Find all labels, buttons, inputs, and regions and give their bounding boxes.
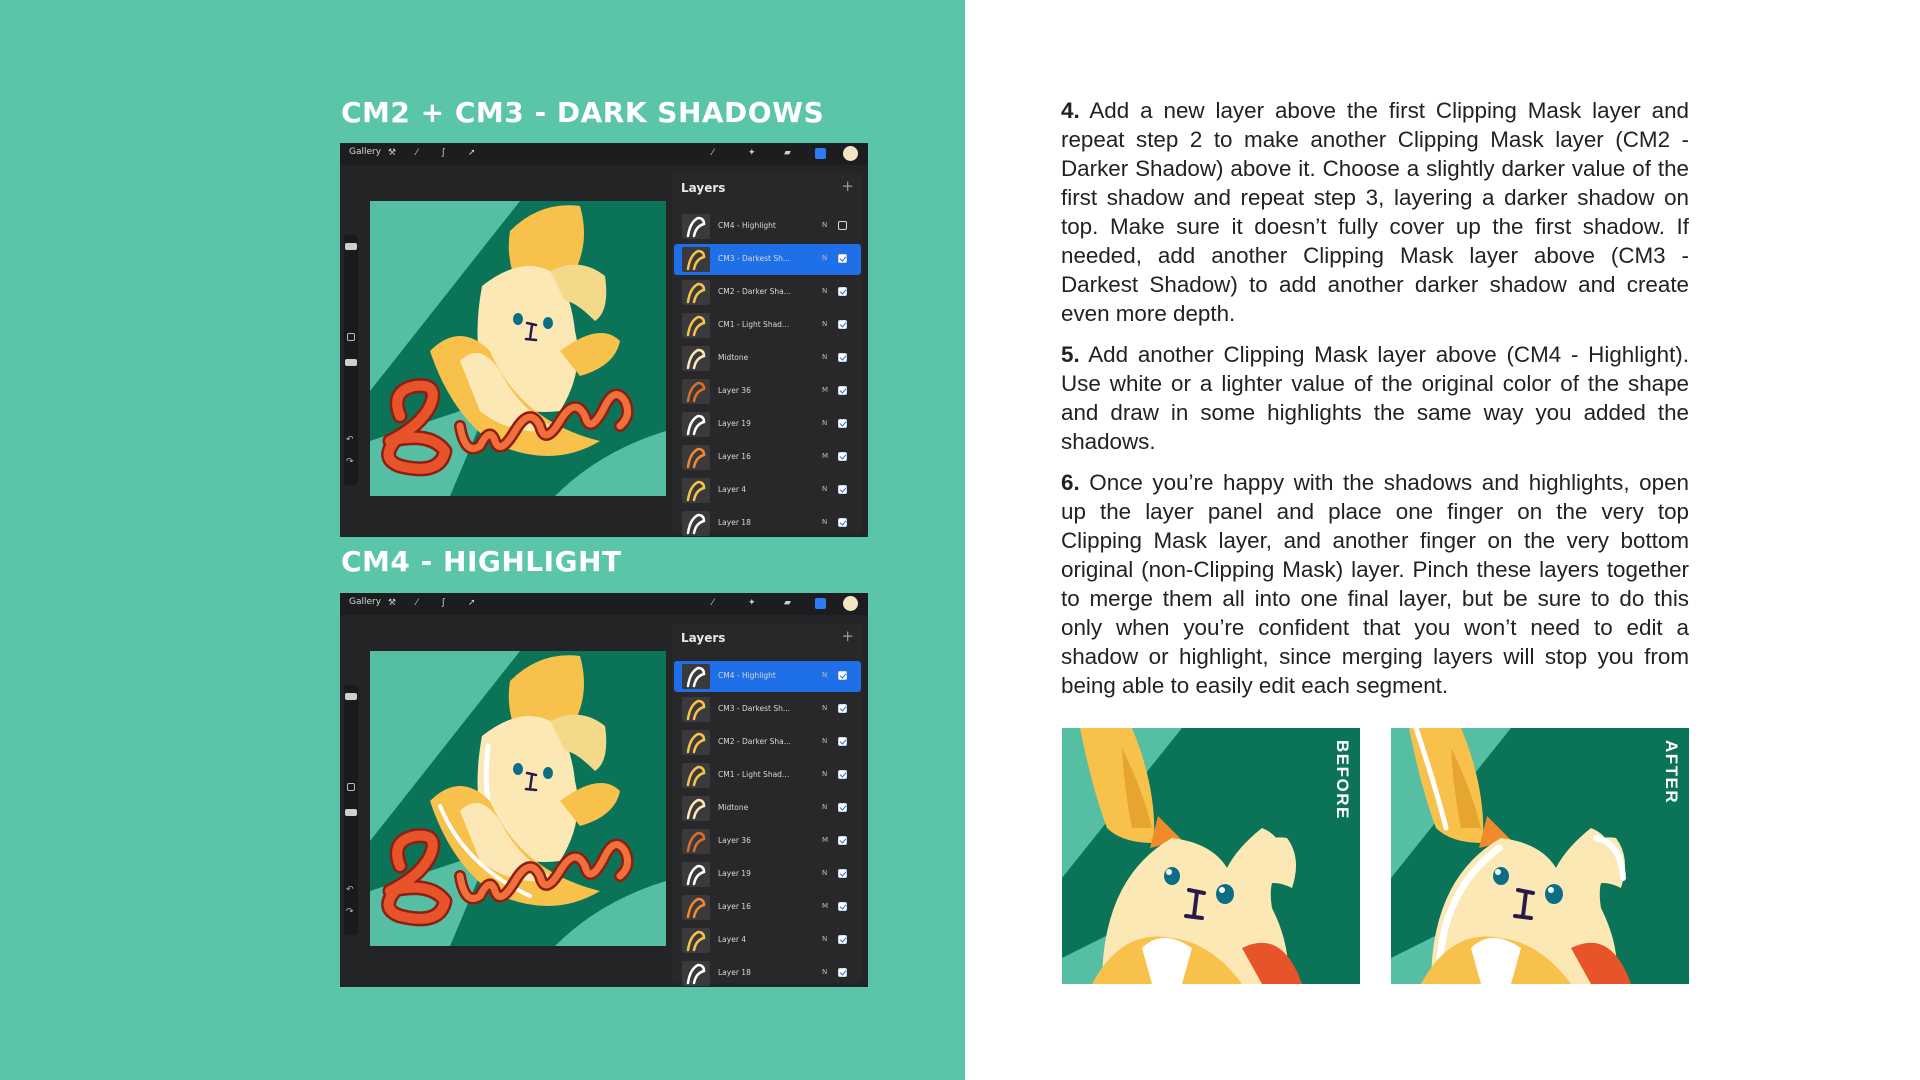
bunny-banana-before <box>1062 728 1360 984</box>
drawing-canvas[interactable] <box>370 651 666 946</box>
blend-mode-button[interactable]: N <box>822 221 828 229</box>
blend-mode-button[interactable]: M <box>822 836 829 844</box>
blend-mode-button[interactable]: N <box>822 935 828 943</box>
plus-icon[interactable]: + <box>841 627 854 645</box>
procreate-screenshot-highlight <box>340 593 868 987</box>
layer-row[interactable] <box>674 442 861 473</box>
wrench-icon[interactable]: ⚒ <box>388 598 397 608</box>
layer-row[interactable] <box>674 508 861 537</box>
layer-name: Layer 36 <box>718 386 751 395</box>
layer-row[interactable] <box>674 409 861 440</box>
layer-row[interactable] <box>674 925 861 956</box>
layer-name: Layer 16 <box>718 902 751 911</box>
blend-mode-button[interactable]: N <box>822 869 828 877</box>
layer-thumbnail <box>682 829 710 854</box>
blend-mode-button[interactable]: N <box>822 485 828 493</box>
blend-mode-button[interactable]: N <box>822 770 828 778</box>
layers-icon[interactable] <box>815 148 826 159</box>
magic-wand-icon[interactable]: ⁄ <box>416 148 418 158</box>
magic-wand-icon[interactable]: ⁄ <box>416 598 418 608</box>
redo-icon[interactable]: ↷ <box>346 907 354 917</box>
layer-name: CM4 - Highlight <box>718 221 776 230</box>
layers-title: Layers <box>681 181 726 195</box>
brush-size-sidebar[interactable] <box>344 685 358 935</box>
layer-row[interactable] <box>674 694 861 725</box>
brush-size-sidebar[interactable] <box>344 235 358 485</box>
blend-mode-button[interactable]: N <box>822 320 828 328</box>
layer-thumbnail <box>682 412 710 437</box>
brush-icon[interactable]: ⁄ <box>712 598 714 608</box>
step-6 <box>1061 468 1689 700</box>
layer-name: Layer 18 <box>718 518 751 527</box>
layer-thumbnail <box>682 730 710 755</box>
layer-thumbnail <box>682 928 710 953</box>
brush-icon[interactable]: ⁄ <box>712 148 714 158</box>
layer-row[interactable] <box>674 376 861 407</box>
opacity-slider-knob[interactable] <box>345 809 357 816</box>
layer-name: CM3 - Darkest Sh... <box>718 254 790 263</box>
layer-row[interactable] <box>674 793 861 824</box>
layer-thumbnail <box>682 214 710 239</box>
layer-name: Layer 19 <box>718 869 751 878</box>
smudge-icon[interactable]: ✦ <box>748 598 756 608</box>
opacity-slider-knob[interactable] <box>345 359 357 366</box>
layer-thumbnail <box>682 862 710 887</box>
layer-row[interactable] <box>674 343 861 374</box>
bunny-banana-artwork <box>370 201 666 496</box>
blend-mode-button[interactable]: N <box>822 968 828 976</box>
undo-icon[interactable]: ↶ <box>346 435 354 445</box>
eraser-icon[interactable]: ▰ <box>784 598 791 608</box>
visibility-checkbox[interactable] <box>838 968 847 977</box>
visibility-checkbox[interactable] <box>838 419 847 428</box>
blend-mode-button[interactable]: N <box>822 419 828 427</box>
layer-thumbnail <box>682 796 710 821</box>
blend-mode-button[interactable]: N <box>822 518 828 526</box>
step-number: 6. <box>1061 470 1080 495</box>
layer-thumbnail <box>682 280 710 305</box>
visibility-checkbox[interactable] <box>838 485 847 494</box>
blend-mode-button[interactable]: M <box>822 386 829 394</box>
layer-name: CM2 - Darker Sha... <box>718 737 791 746</box>
size-slider-knob[interactable] <box>345 693 357 700</box>
layer-row[interactable] <box>674 958 861 987</box>
layer-thumbnail <box>682 664 710 689</box>
blend-mode-button[interactable]: N <box>822 353 828 361</box>
layer-name: Layer 18 <box>718 968 751 977</box>
bunny-banana-artwork <box>370 651 666 946</box>
layer-thumbnail <box>682 313 710 338</box>
visibility-checkbox[interactable] <box>838 803 847 812</box>
layer-name: CM2 - Darker Sha... <box>718 287 791 296</box>
step-4 <box>1061 96 1689 328</box>
visibility-checkbox[interactable] <box>838 287 847 296</box>
step-text: Add a new layer above the first Clipping Mask layer and repeat step 2 to make another Clipping Mask layer (CM2 - Darker Shadow) above it. Choose a slightly darker value of the first shadow and repeat step 3, layering a darker shadow on top. Make sure it doesn’t fully cover up the first shadow. If needed, add another Clipping Mask layer above (CM3 - Darkest Shadow) to add another darker shadow and create even more depth. <box>1061 98 1689 326</box>
layer-name: CM1 - Light Shad... <box>718 320 790 329</box>
modify-button[interactable] <box>347 783 355 791</box>
blend-mode-button[interactable]: M <box>822 902 829 910</box>
size-slider-knob[interactable] <box>345 243 357 250</box>
layer-name: Layer 4 <box>718 935 747 944</box>
layer-name: Layer 16 <box>718 452 751 461</box>
step-text: Add another Clipping Mask layer above (CM4 - Highlight). Use white or a lighter value of the original color of the shape and draw in some highlights the same way you added the shadows. <box>1061 342 1689 454</box>
layer-row[interactable] <box>674 661 861 692</box>
redo-icon[interactable]: ↷ <box>346 457 354 467</box>
visibility-checkbox[interactable] <box>838 518 847 527</box>
smudge-icon[interactable]: ✦ <box>748 148 756 158</box>
gallery-button[interactable]: Gallery <box>349 597 382 607</box>
visibility-checkbox[interactable] <box>838 935 847 944</box>
layer-thumbnail <box>682 379 710 404</box>
layer-row[interactable] <box>674 760 861 791</box>
visibility-checkbox[interactable] <box>838 254 847 263</box>
layer-row[interactable] <box>674 244 861 275</box>
visibility-checkbox[interactable] <box>838 836 847 845</box>
plus-icon[interactable]: + <box>841 177 854 195</box>
visibility-checkbox[interactable] <box>838 671 847 680</box>
layer-thumbnail <box>682 895 710 920</box>
layer-name: CM1 - Light Shad... <box>718 770 790 779</box>
wrench-icon[interactable]: ⚒ <box>388 148 397 158</box>
layer-thumbnail <box>682 478 710 503</box>
visibility-checkbox[interactable] <box>838 704 847 713</box>
layers-panel <box>672 623 863 983</box>
move-arrow-icon[interactable]: ➚ <box>468 148 476 158</box>
layer-row[interactable] <box>674 859 861 890</box>
visibility-checkbox[interactable] <box>838 902 847 911</box>
layer-thumbnail <box>682 445 710 470</box>
layer-name: CM3 - Darkest Sh... <box>718 704 790 713</box>
layer-thumbnail <box>682 247 710 272</box>
layer-row[interactable] <box>674 310 861 341</box>
layer-thumbnail <box>682 511 710 536</box>
drawing-canvas[interactable] <box>370 201 666 496</box>
layer-name: Midtone <box>718 803 749 812</box>
blend-mode-button[interactable]: N <box>822 671 828 679</box>
modify-button[interactable] <box>347 333 355 341</box>
layer-thumbnail <box>682 697 710 722</box>
after-image <box>1391 728 1689 984</box>
blend-mode-button[interactable]: M <box>822 452 829 460</box>
step-5 <box>1061 340 1689 456</box>
bunny-banana-after <box>1391 728 1689 984</box>
layer-row[interactable] <box>674 211 861 242</box>
layer-name: CM4 - Highlight <box>718 671 776 680</box>
heading-highlight: CM4 - HIGHLIGHT <box>341 545 622 578</box>
after-label: AFTER <box>1662 740 1681 805</box>
layer-row[interactable] <box>674 826 861 857</box>
blend-mode-button[interactable]: N <box>822 737 828 745</box>
before-label: BEFORE <box>1333 740 1352 820</box>
layer-row[interactable] <box>674 277 861 308</box>
selection-icon[interactable]: ʃ <box>442 148 446 158</box>
layer-name: Layer 36 <box>718 836 751 845</box>
visibility-checkbox[interactable] <box>838 737 847 746</box>
step-text: Once you’re happy with the shadows and highlights, open up the layer panel and place one finger on the very top Clipping Mask layer, and another finger on the very bottom original (non-Clipping Mask) layer. Pinch these layers together to merge them all into one final layer, but be sure to do this only when you’re confident that you won’t need to edit a shadow or highlight, since merging layers will stop you from being able to easily edit each segment. <box>1061 470 1689 698</box>
color-icon[interactable] <box>843 596 858 611</box>
blend-mode-button[interactable]: N <box>822 803 828 811</box>
layer-name: Midtone <box>718 353 749 362</box>
visibility-checkbox[interactable] <box>838 770 847 779</box>
step-number: 5. <box>1061 342 1080 367</box>
blend-mode-button[interactable]: N <box>822 254 828 262</box>
visibility-checkbox[interactable] <box>838 353 847 362</box>
instructions <box>1061 96 1689 712</box>
visibility-checkbox[interactable] <box>838 386 847 395</box>
layer-thumbnail <box>682 961 710 986</box>
selection-icon[interactable]: ʃ <box>442 598 446 608</box>
layer-name: Layer 19 <box>718 419 751 428</box>
procreate-screenshot-dark-shadows <box>340 143 868 537</box>
blend-mode-button[interactable]: N <box>822 287 828 295</box>
step-number: 4. <box>1061 98 1080 123</box>
before-image <box>1062 728 1360 984</box>
gallery-button[interactable]: Gallery <box>349 147 382 157</box>
layer-name: Layer 4 <box>718 485 747 494</box>
layer-row[interactable] <box>674 727 861 758</box>
layer-row[interactable] <box>674 475 861 506</box>
layer-thumbnail <box>682 763 710 788</box>
visibility-checkbox[interactable] <box>838 869 847 878</box>
eraser-icon[interactable]: ▰ <box>784 148 791 158</box>
move-arrow-icon[interactable]: ➚ <box>468 598 476 608</box>
visibility-checkbox[interactable] <box>838 320 847 329</box>
visibility-checkbox[interactable] <box>838 221 847 230</box>
layer-row[interactable] <box>674 892 861 923</box>
layers-title: Layers <box>681 631 726 645</box>
layers-panel <box>672 173 863 533</box>
layers-icon[interactable] <box>815 598 826 609</box>
visibility-checkbox[interactable] <box>838 452 847 461</box>
blend-mode-button[interactable]: N <box>822 704 828 712</box>
undo-icon[interactable]: ↶ <box>346 885 354 895</box>
layer-thumbnail <box>682 346 710 371</box>
heading-dark-shadows: CM2 + CM3 - DARK SHADOWS <box>341 96 825 129</box>
color-icon[interactable] <box>843 146 858 161</box>
